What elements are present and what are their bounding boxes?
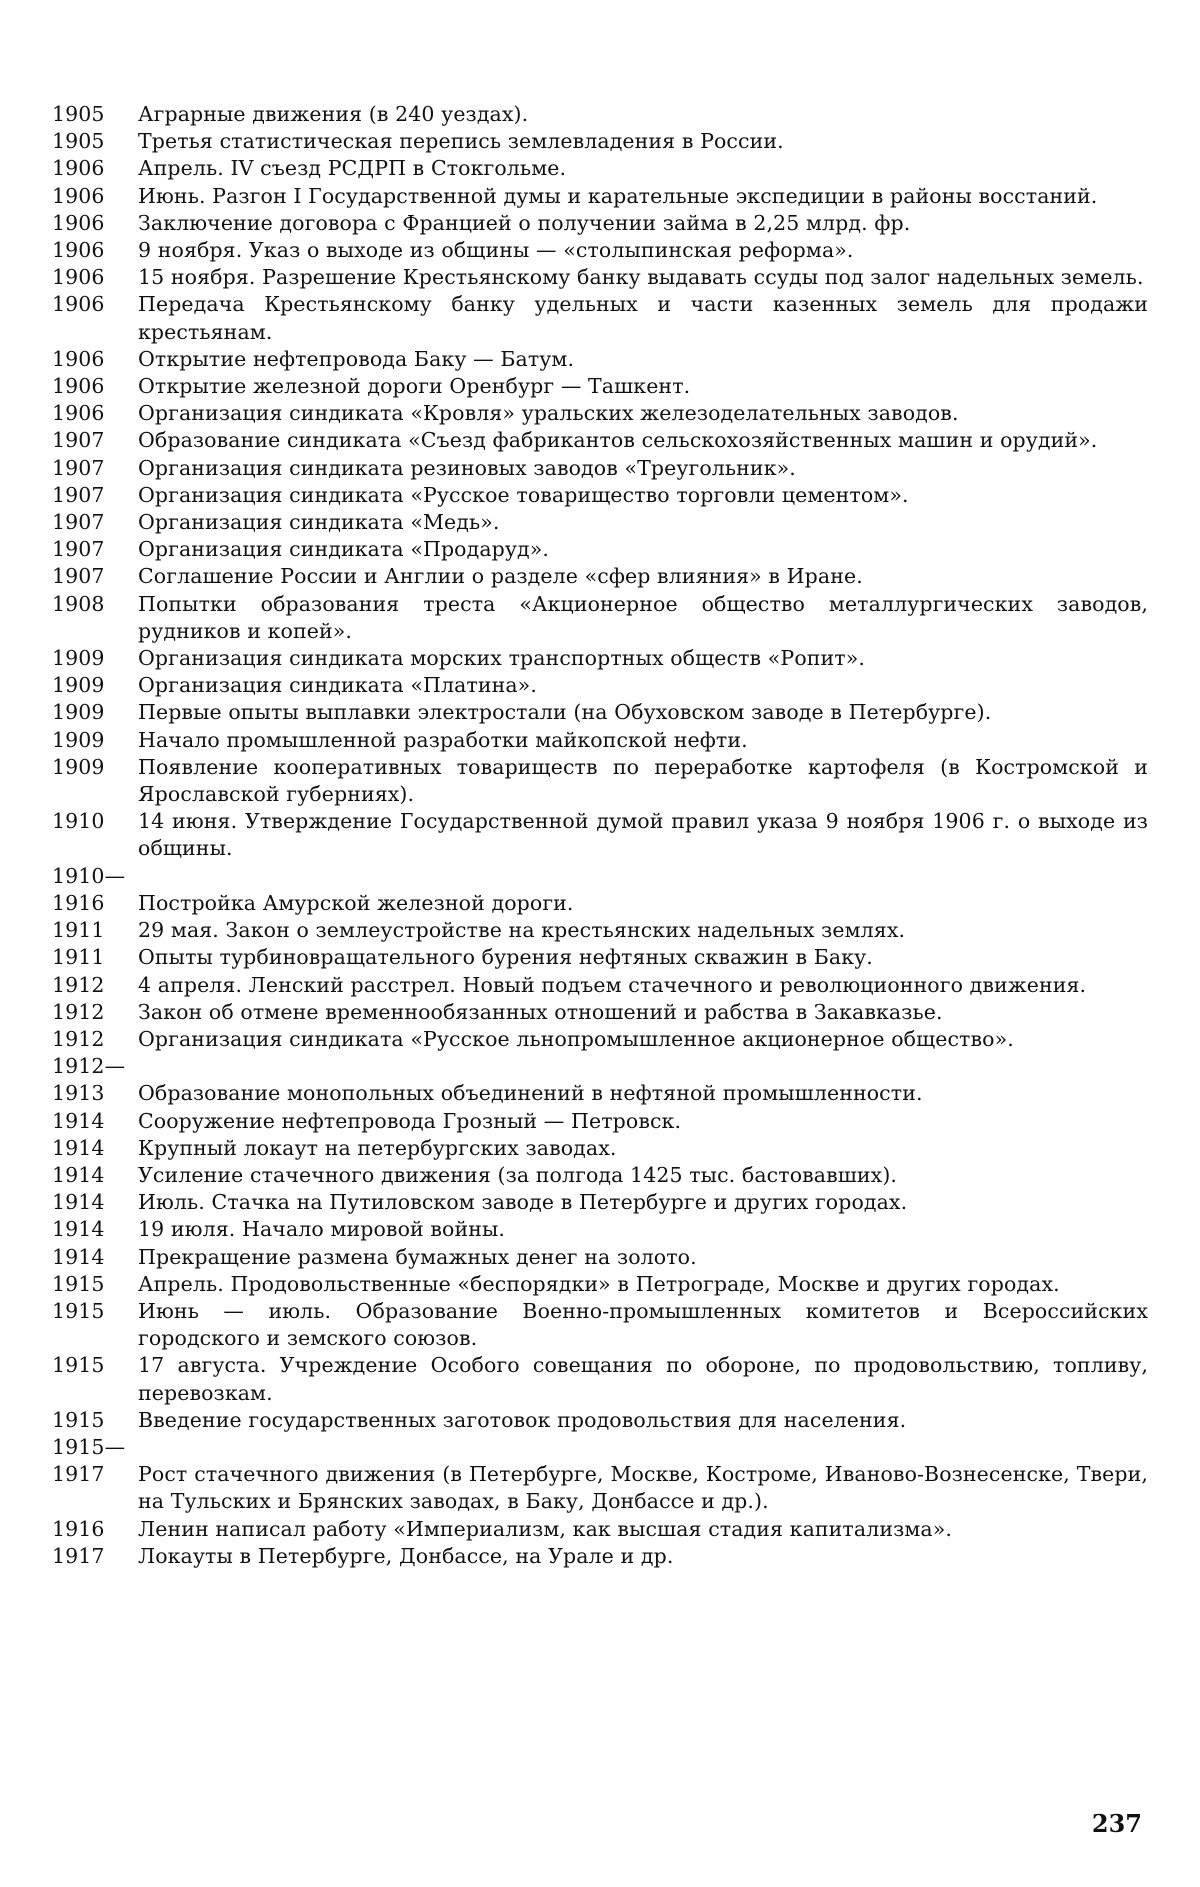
entry-text: Организация синдиката резиновых заводов «Треугольник». — [138, 455, 796, 480]
entry-text: Организация синдиката «Кровля» уральских железоделательных заводов. — [138, 401, 959, 426]
entry-year: 1914 — [52, 1190, 105, 1215]
entry-text: Соглашение России и Англии о разделе «сфер влияния» в Иране. — [138, 564, 863, 589]
chronology-entry — [52, 1026, 1148, 1053]
entry-year: 1907 — [52, 455, 105, 480]
entry-text: Апрель. IV съезд РСДРП в Стокгольме. — [138, 156, 567, 181]
entry-year: 1916 — [52, 890, 105, 915]
entry-text: Сооружение нефтепровода Грозный — Петровск. — [138, 1108, 682, 1133]
entry-year: 1906 — [52, 156, 105, 181]
entry-text: Организация синдиката «Русское товарищество торговли цементом». — [138, 482, 909, 507]
entry-text: 14 июня. Утверждение Государственной думой правил указа 9 ноября 1906 г. о выходе из общины. — [138, 809, 1148, 861]
chronology-entry — [52, 237, 1148, 264]
entry-year: 1906 — [52, 346, 105, 371]
entry-text: 29 мая. Закон о землеустройстве на крестьянских надельных землях. — [138, 918, 906, 943]
entry-year: 1907 — [52, 510, 105, 535]
chronology-entry — [52, 727, 1148, 754]
entry-text: Июнь — июль. Образование Военно-промышленных комитетов и Всероссийских городского и земского союзов. — [138, 1298, 1148, 1351]
entry-year: 1905 — [52, 102, 105, 126]
chronology-entry — [52, 917, 1148, 944]
chronology-entry — [52, 699, 1148, 726]
entry-text: Введение государственных заготовок продовольствия для населения. — [138, 1407, 907, 1432]
chronology-entry — [52, 128, 1148, 155]
entry-year: 1915 — [52, 1271, 105, 1296]
chronology-entry — [52, 373, 1148, 400]
chronology-entry — [52, 1407, 1148, 1434]
chronology-entry — [52, 863, 1148, 890]
chronology-entry — [52, 890, 1148, 917]
entry-text: Попытки образования треста «Акционерное общество металлургических заводов, рудников и копей». — [138, 591, 1148, 643]
entry-text: Постройка Амурской железной дороги. — [138, 890, 574, 915]
entry-year: 1907 — [52, 482, 105, 507]
entry-text: Передача Крестьянскому банку удельных и части казенных земель для продажи крестьянам. — [138, 292, 1148, 344]
chronology-entry — [52, 101, 1148, 128]
entry-text: Организация синдиката «Русское льнопромышленное акционерное общество». — [138, 1026, 1014, 1051]
entry-year: 1912 — [52, 972, 105, 997]
entry-text: Усиление стачечного движения (за полгода 1425 тыс. бастовавших). — [138, 1162, 898, 1187]
chronology-entry — [52, 1080, 1148, 1107]
entry-year: 1907 — [52, 428, 105, 453]
entry-text: Аграрные движения (в 240 уездах). — [138, 102, 529, 126]
chronology-entry — [52, 1461, 1148, 1515]
chronology-entry — [52, 563, 1148, 590]
entry-text: Закон об отмене временнообязанных отношений и рабства в Закавказье. — [138, 999, 943, 1024]
entry-year: 1914 — [52, 1135, 105, 1160]
chronology-entry — [52, 482, 1148, 509]
entry-text: Крупный локаут на петербургских заводах. — [138, 1135, 617, 1160]
entry-text: 17 августа. Учреждение Особого совещания по обороне, по продовольствию, топливу, перевозкам. — [138, 1353, 1148, 1405]
chronology-entry — [52, 808, 1148, 862]
chronology-entry — [52, 591, 1148, 645]
entry-text: Прекращение размена бумажных денег на золото. — [138, 1244, 697, 1269]
entry-text: Первые опыты выплавки электростали (на Обуховском заводе в Петербурге). — [138, 700, 992, 725]
entry-year: 1908 — [52, 591, 105, 616]
entry-text: Третья статистическая перепись землевладения в России. — [138, 129, 784, 154]
entry-year: 1914 — [52, 1217, 105, 1242]
entry-text: Организация синдиката «Продаруд». — [138, 537, 550, 562]
entry-year: 1906 — [52, 183, 105, 208]
entry-year: 1909 — [52, 754, 105, 779]
entry-year: 1909 — [52, 673, 105, 698]
chronology-entry — [52, 972, 1148, 999]
chronology-entry — [52, 536, 1148, 563]
entry-text: Образование монопольных объединений в нефтяной промышленности. — [138, 1081, 923, 1106]
chronology-entry — [52, 1108, 1148, 1135]
entry-year: 1907 — [52, 564, 105, 589]
entry-text: Апрель. Продовольственные «беспорядки» в Петрограде, Москве и других городах. — [138, 1271, 1060, 1296]
entry-year: 1906 — [52, 265, 105, 290]
entry-year: 1911 — [52, 918, 105, 943]
entry-year: 1907 — [52, 537, 105, 562]
entry-year: 1906 — [52, 210, 105, 235]
entry-year: 1915 — [52, 1353, 105, 1378]
entry-text: 9 ноября. Указ о выходе из общины — «столыпинская реформа». — [138, 238, 854, 263]
entry-year: 1917 — [52, 1462, 105, 1487]
entry-text: Рост стачечного движения (в Петербурге, Москве, Костроме, Иваново-Вознесенске, Твери, на Тульских и Брянских заводах, в Баку, Донбассе и др.). — [138, 1462, 1148, 1514]
entry-year: 1914 — [52, 1162, 105, 1187]
chronology-entry — [52, 1271, 1148, 1298]
entry-text: Открытие железной дороги Оренбург — Ташкент. — [138, 374, 691, 399]
entry-year: 1906 — [52, 238, 105, 263]
entry-year: 1916 — [52, 1516, 105, 1541]
chronology-entry — [52, 1162, 1148, 1189]
entry-text: Начало промышленной разработки майкопской нефти. — [138, 727, 748, 752]
chronology-entry — [52, 509, 1148, 536]
chronology-entry — [52, 210, 1148, 237]
chronology-entry — [52, 400, 1148, 427]
entry-year: 1906 — [52, 401, 105, 426]
entry-text: Июнь. Разгон I Государственной думы и карательные экспедиции в районы восстаний. — [138, 183, 1098, 208]
chronology-entry — [52, 1543, 1148, 1570]
entry-text: Организация синдиката морских транспортных обществ «Ропит». — [138, 646, 865, 671]
page-number: 237 — [1091, 1809, 1142, 1838]
chronology-entry — [52, 1352, 1148, 1406]
chronology-entry — [52, 672, 1148, 699]
entry-text: Ленин написал работу «Империализм, как высшая стадия капитализма». — [138, 1516, 952, 1541]
entry-text: Образование синдиката «Съезд фабрикантов сельскохозяйственных машин и орудий». — [138, 428, 1098, 453]
chronology-entry — [52, 944, 1148, 971]
entry-year: 1914 — [52, 1108, 105, 1133]
entry-year: 1906 — [52, 374, 105, 399]
entry-text: Локауты в Петербурге, Донбассе, на Урале и др. — [138, 1543, 674, 1568]
entry-text: Заключение договора с Францией о получении займа в 2,25 млрд. фр. — [138, 210, 911, 235]
chronology-entry — [52, 1434, 1148, 1461]
entry-year: 1914 — [52, 1244, 105, 1269]
entry-text: Организация синдиката «Медь». — [138, 510, 500, 535]
entry-year: 1912 — [52, 999, 105, 1024]
chronology-entry — [52, 999, 1148, 1026]
entry-year: 1906 — [52, 292, 105, 317]
entry-year: 1905 — [52, 129, 105, 154]
entry-text: 4 апреля. Ленский расстрел. Новый подъем стачечного и революционного движения. — [138, 972, 1087, 997]
chronology-entry — [52, 1298, 1148, 1352]
chronology-entry — [52, 1053, 1148, 1080]
entry-year: 1913 — [52, 1081, 105, 1106]
entry-year: 1909 — [52, 646, 105, 671]
entry-text: 19 июля. Начало мировой войны. — [138, 1217, 506, 1242]
chronology-entry — [52, 1135, 1148, 1162]
entry-year: 1912— — [52, 1054, 126, 1079]
chronology-entry — [52, 183, 1148, 210]
chronology-entry — [52, 455, 1148, 482]
chronology-entry — [52, 1516, 1148, 1543]
chronology-entry — [52, 1216, 1148, 1243]
chronology-entry — [52, 645, 1148, 672]
entry-text: Открытие нефтепровода Баку — Батум. — [138, 346, 575, 371]
entry-text: Появление кооперативных товариществ по переработке картофеля (в Костромской и Ярославской губерниях). — [138, 754, 1148, 807]
entry-year: 1909 — [52, 700, 105, 725]
entry-year: 1915 — [52, 1407, 105, 1432]
entry-year: 1915— — [52, 1434, 126, 1459]
entry-year: 1912 — [52, 1026, 105, 1051]
chronology-entry — [52, 291, 1148, 345]
entry-year: 1915 — [52, 1298, 105, 1323]
entry-year: 1911 — [52, 945, 105, 970]
chronology-entry — [52, 346, 1148, 373]
entry-text: Июль. Стачка на Путиловском заводе в Петербурге и других городах. — [138, 1190, 908, 1215]
entry-text: 15 ноября. Разрешение Крестьянскому банку выдавать ссуды под залог надельных земель. — [138, 265, 1144, 290]
chronology-entry — [52, 264, 1148, 291]
chronology-entry — [52, 754, 1148, 808]
entry-year: 1909 — [52, 727, 105, 752]
chronology-entry — [52, 1189, 1148, 1216]
chronology-entry — [52, 155, 1148, 182]
chronology-entry — [52, 1244, 1148, 1271]
entry-year: 1910— — [52, 863, 126, 888]
entry-year: 1910 — [52, 809, 105, 834]
chronology-list — [52, 101, 1148, 1570]
entry-year: 1917 — [52, 1543, 105, 1568]
entry-text: Опыты турбиновращательного бурения нефтяных скважин в Баку. — [138, 945, 873, 970]
chronology-entry — [52, 427, 1148, 454]
entry-text: Организация синдиката «Платина». — [138, 673, 537, 698]
